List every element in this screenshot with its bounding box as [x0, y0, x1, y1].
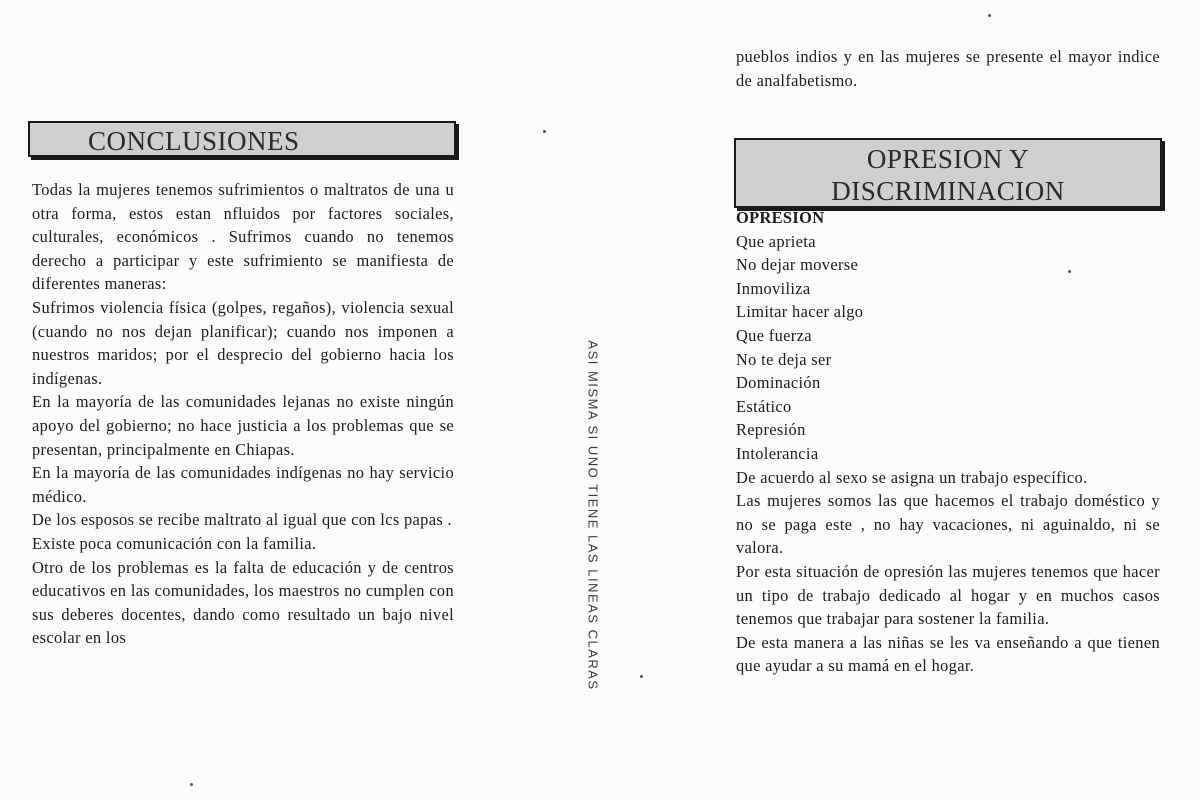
list-item: Que aprieta	[736, 231, 816, 251]
paragraph: pueblos indios y en las mujeres se presente el mayor indice de analfabetismo.	[736, 47, 1160, 90]
intro-continuation	[736, 45, 1160, 92]
spine-bleedthrough-text: ASI MISMA SI UNO TIENE LAS LINEAS CLARAS	[585, 339, 601, 691]
heading-line-1: OPRESION Y	[866, 144, 1030, 174]
paragraph: De los esposos se recibe maltrato al igual que con lcs papas .	[32, 510, 452, 530]
paragraph: En la mayoría de las comunidades indígenas no hay servicio médico.	[32, 463, 454, 506]
scan-speck	[543, 130, 546, 133]
list-item: Estático	[736, 396, 792, 416]
list-item: Inmoviliza	[736, 278, 811, 298]
opresion-heading	[734, 138, 1162, 208]
scan-speck	[988, 14, 991, 17]
paragraph: De acuerdo al sexo se asigna un trabajo específico.	[736, 467, 1088, 487]
conclusiones-body	[32, 178, 454, 650]
paragraph: Todas la mujeres tenemos sufrimientos o maltratos de una u otra forma, estos estan nfluidos por factores sociales, culturales, económicos . Sufrimos cuando no tenemos derecho a participar y este sufrimiento se manifiesta de diferentes maneras:	[32, 180, 454, 294]
list-item: Represión	[736, 420, 806, 440]
list-item: Intolerancia	[736, 443, 819, 463]
paragraph: Existe poca comunicación con la familia.	[32, 533, 317, 553]
paragraph: Las mujeres somos las que hacemos el trabajo doméstico y no se paga este , no hay vacaciones, ni aguinaldo, ni se valora.	[736, 491, 1160, 558]
paragraph: De esta manera a las niñas se les va enseñando a que tienen que ayudar a su mamá en el hogar.	[736, 632, 1160, 676]
list-item: No dejar moverse	[736, 255, 859, 275]
opresion-body	[736, 206, 1160, 678]
heading-line-2: DISCRIMINACION	[831, 176, 1065, 206]
paragraph: Otro de los problemas es la falta de educación y de centros educativos en las comunidades, los maestros no cumplen con sus deberes docentes, dando como resultado un bajo nivel escolar en los	[32, 557, 454, 648]
list-item: No te deja ser	[736, 349, 832, 369]
conclusiones-heading: CONCLUSIONES	[28, 121, 456, 157]
list-item: Dominación	[736, 373, 821, 393]
scan-speck	[640, 675, 643, 678]
paragraph: En la mayoría de las comunidades lejanas no existe ningún apoyo del gobierno; no hace justicia a los problemas que se presentan, principalmente en Chiapas.	[32, 392, 454, 459]
list-item: Limitar hacer algo	[736, 302, 864, 322]
list-item: Que fuerza	[736, 325, 812, 345]
scan-speck	[1068, 270, 1071, 273]
left-page	[0, 0, 560, 800]
paragraph: Por esta situación de opresión las mujeres tenemos que hacer un tipo de trabajo dedicado al hogar y en muchos casos tenemos que trabajar para sostener la familia.	[736, 561, 1160, 629]
paragraph: Sufrimos violencia física (golpes, regaños), violencia sexual (cuando no nos dejan planificar); cuando nos imponen a nuestros maridos; por el desprecio del gobierno hacia los indígenas.	[32, 297, 454, 388]
right-page	[640, 0, 1200, 800]
scan-speck	[190, 783, 193, 786]
opresion-subheading: OPRESION	[736, 208, 825, 227]
